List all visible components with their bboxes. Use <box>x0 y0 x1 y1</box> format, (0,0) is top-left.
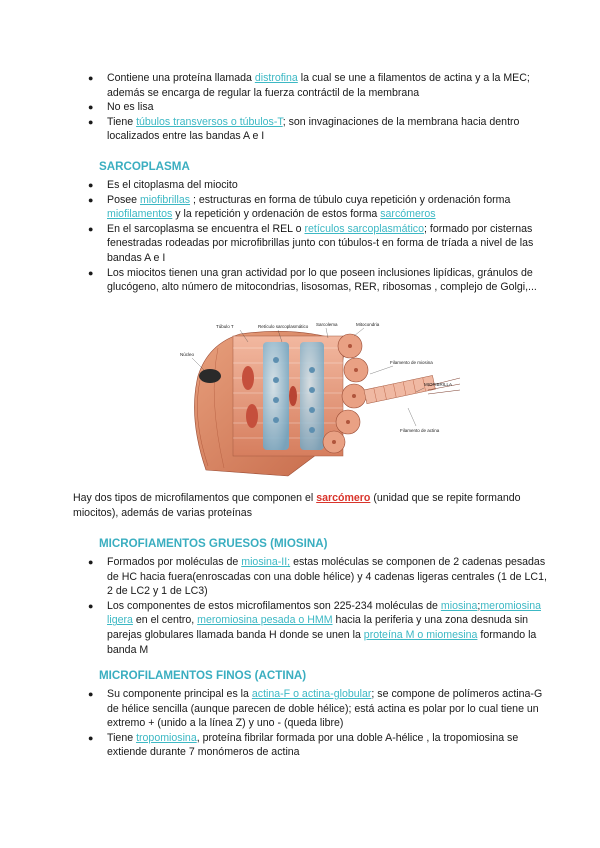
link-distrofina[interactable]: distrofina <box>254 72 298 84</box>
extended-myofibril <box>364 375 460 403</box>
list-item: ● Tiene túbulos transversos o túbulos-T; son invaginaciones de la membrana hacia dentro localizados entre las bandas A e I <box>88 115 520 143</box>
link-reticulos-sarcoplasmatico[interactable]: retículos sarcoplasmático <box>304 222 424 235</box>
label-tubulo-t: Túbulo T <box>216 324 234 329</box>
bullet-icon: ● <box>88 600 94 611</box>
list-item: ● No es lisa <box>88 101 154 114</box>
list-item: ● Formados por moléculas de miosina-II; estas moléculas se componen de 2 cadenas pesadas de HC hacia fuera(enroscadas con una doble hélice) y 4 cadenas ligeras centrales (1 de LC1, 2 de LC2 y 1 de LC3) <box>88 556 547 598</box>
list-item: ● Tiene tropomiosina, proteína fibrilar formada por una doble A-hélice , la tropomiosina se extiende durante 7 monómeros de actina <box>88 731 519 759</box>
heading-finos: MICROFILAMENTOS FINOS (ACTINA) <box>99 669 307 682</box>
label-mitocondria: Mitocondria <box>356 322 380 327</box>
nucleus-shape <box>199 369 221 383</box>
link-miosina[interactable]: miosina <box>440 599 478 612</box>
gruesos-list <box>88 555 547 657</box>
finos-list <box>88 687 547 760</box>
list-item: ● En el sarcoplasma se encuentra el REL o retículos sarcoplasmático; formado por cisternas fenestradas rodeadas por microfibrillas junto con túbulos-t en forma de tríada a nivel de las bandas A e I <box>88 222 534 264</box>
label-reticulo: Retículo sarcoplasmático <box>258 324 309 329</box>
label-miofibrilla: MIOFIBRILLA <box>424 382 453 387</box>
list-item: ● Su componente principal es la actina-F o actina-globular; se compone de polímeros actina-G de hélice sencilla (aunque parecen de doble hélice); está actina es polar por lo cual tiene un extremo + (unido a la línea Z) y uno - (queda libre) <box>88 688 543 730</box>
muscle-fiber-illustration <box>178 318 468 478</box>
list-item: ● Posee miofibrillas ; estructuras en forma de túbulo cuya repetición y ordenación forma miofilamentos y la repetición y ordenación de estos forma sarcómeros <box>88 193 511 221</box>
bullet-icon: ● <box>88 732 94 743</box>
bullet-icon: ● <box>88 180 94 190</box>
bullet-icon: ● <box>88 73 94 83</box>
paragraph-sarcomero: Hay dos tipos de microfilamentos que componen el sarcómero (unidad que se repite formando miocitos), además de varias proteínas <box>73 492 521 519</box>
bullet-icon: ● <box>88 116 94 127</box>
link-tubulos-t[interactable]: túbulos transversos o túbulos-T <box>136 115 283 128</box>
intro-list <box>88 71 547 144</box>
link-miofilamentos[interactable]: miofilamentos <box>107 208 173 221</box>
bullet-icon: ● <box>88 557 94 567</box>
list-item: ● Contiene una proteína llamada distrofina la cual se une a filamentos de actina y a la MEC; además se encarga de regular la fuerza contráctil de la membrana <box>88 72 530 99</box>
link-actina-f[interactable]: actina-F o actina-globular <box>251 688 372 700</box>
list-item: ● Los miocitos tienen una gran actividad por lo que poseen inclusiones lipídicas, gránulos de glucógeno, alto número de mitocondrias, lisosomas, RER, ribosomas , complejo de Golgi,... <box>88 266 537 294</box>
bullet-icon: ● <box>88 689 94 699</box>
label-filamento-actina: Filamento de actina <box>400 428 440 433</box>
bullet-icon: ● <box>88 223 94 234</box>
bullet-icon: ● <box>88 102 94 113</box>
link-sarcomeros[interactable]: sarcómeros <box>380 208 436 221</box>
list-item: ● Es el citoplasma del miocito <box>88 179 238 191</box>
link-tropomiosina[interactable]: tropomiosina <box>136 731 197 744</box>
bullet-icon: ● <box>88 194 94 205</box>
sarcoplasma-list <box>88 178 547 295</box>
link-miofibrillas[interactable]: miofibrillas <box>139 193 191 206</box>
link-meromiosina-pesada[interactable]: meromiosina pesada o HMM <box>197 614 333 627</box>
list-item: ● Los componentes de estos microfilamentos son 225-234 moléculas de miosina;meromiosina ligera en el centro, meromiosina pesada o HMM hacia la periferia y una zona desnuda sin parejas globulares llamada banda H donde se unen la proteína M o miomesina formando la banda M <box>88 599 541 656</box>
link-sarcomero[interactable]: sarcómero <box>316 492 371 504</box>
bullet-icon: ● <box>88 267 94 278</box>
heading-gruesos: MICROFIAMENTOS GRUESOS (MIOSINA) <box>99 537 328 550</box>
link-miosina-ii[interactable]: miosina-II; <box>241 556 291 568</box>
link-proteina-m[interactable]: proteína M o miomesina <box>363 628 478 641</box>
label-filamento-miosina: Filamento de miosina <box>390 360 433 365</box>
label-sarcolema: Sarcolema <box>316 322 338 327</box>
link-meromiosina-ligera[interactable]: meromiosina ligera <box>107 599 541 627</box>
label-nucleo: Núcleo <box>180 352 195 357</box>
heading-sarcoplasma: SARCOPLASMA <box>99 160 190 173</box>
